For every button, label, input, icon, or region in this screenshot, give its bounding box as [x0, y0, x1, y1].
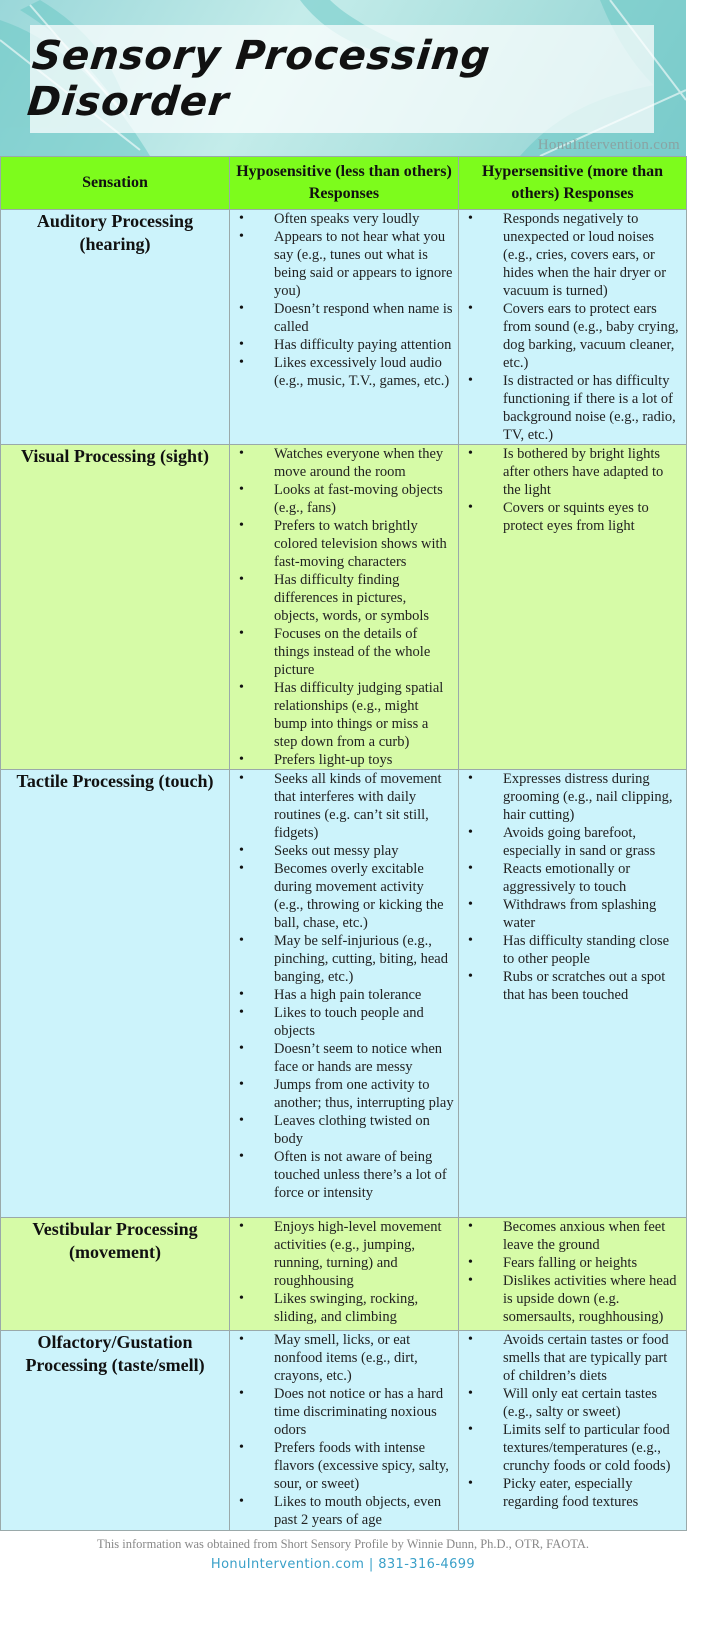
column-header-sensation: Sensation: [1, 157, 230, 210]
list-item: • Has difficulty finding differences in pictures, objects, words, or symbols: [230, 571, 454, 625]
hypersensitive-cell: [459, 1218, 687, 1331]
list-item: • Avoids going barefoot, especially in sand or grass: [459, 824, 682, 860]
sensation-cell: Auditory Processing (hearing): [1, 210, 230, 445]
table-row: [1, 770, 687, 1218]
table-row: [1, 1331, 687, 1531]
list-item: • Rubs or scratches out a spot that has been touched: [459, 968, 682, 1004]
list-item: • Has difficulty judging spatial relationships (e.g., might bump into things or miss a step down from a curb): [230, 679, 454, 751]
response-list: [459, 445, 686, 535]
list-item: • Becomes anxious when feet leave the ground: [459, 1218, 682, 1254]
sensation-cell: Olfactory/Gustation Processing (taste/smell): [1, 1331, 230, 1531]
hyposensitive-cell: [230, 1331, 459, 1531]
list-item: • Responds negatively to unexpected or loud noises (e.g., cries, covers ears, or hides when the hair dryer or vacuum is turned): [459, 210, 682, 300]
sensation-cell: Tactile Processing (touch): [1, 770, 230, 1218]
list-item: • Often is not aware of being touched unless there’s a lot of force or intensity: [230, 1148, 454, 1202]
list-item: • Jumps from one activity to another; thus, interrupting play: [230, 1076, 454, 1112]
column-header-hypersensitive: Hypersensitive (more than others) Responses: [459, 157, 687, 210]
list-item: • Withdraws from splashing water: [459, 896, 682, 932]
list-item: • Likes to mouth objects, even past 2 years of age: [230, 1493, 454, 1529]
response-list: [230, 770, 458, 1202]
hyposensitive-cell: [230, 210, 459, 445]
list-item: • Covers or squints eyes to protect eyes from light: [459, 499, 682, 535]
list-item: • Expresses distress during grooming (e.g., nail clipping, hair cutting): [459, 770, 682, 824]
list-item: • Likes to touch people and objects: [230, 1004, 454, 1040]
list-item: • Limits self to particular food textures/temperatures (e.g., crunchy foods or cold foods): [459, 1421, 682, 1475]
response-list: [459, 210, 686, 444]
response-list: [459, 1218, 686, 1326]
list-item: • Has difficulty paying attention: [230, 336, 454, 354]
list-item: • Picky eater, especially regarding food textures: [459, 1475, 682, 1511]
watermark: HonuIntervention.com: [537, 137, 680, 153]
response-list: [459, 770, 686, 1004]
column-header-hyposensitive: Hyposensitive (less than others) Responses: [230, 157, 459, 210]
hyposensitive-cell: [230, 445, 459, 770]
response-list: [230, 445, 458, 769]
list-item: • Prefers light-up toys: [230, 751, 454, 769]
list-item: • Doesn’t seem to notice when face or hands are messy: [230, 1040, 454, 1076]
list-item: • Seeks out messy play: [230, 842, 454, 860]
list-item: • Covers ears to protect ears from sound (e.g., baby crying, dog barking, vacuum cleaner, etc.): [459, 300, 682, 372]
hypersensitive-cell: [459, 445, 687, 770]
footer-contact: HonuIntervention.com | 831-316-4699: [210, 1557, 476, 1572]
header-banner: [0, 0, 686, 156]
sensation-cell: Vestibular Processing (movement): [1, 1218, 230, 1331]
table-row: [1, 210, 687, 445]
hyposensitive-cell: [230, 770, 459, 1218]
hypersensitive-cell: [459, 210, 687, 445]
list-item: • Does not notice or has a hard time discriminating noxious odors: [230, 1385, 454, 1439]
list-item: • Prefers foods with intense flavors (excessive spicy, salty, sour, or sweet): [230, 1439, 454, 1493]
list-item: • Enjoys high-level movement activities (e.g., jumping, running, turning) and roughhousing: [230, 1218, 454, 1290]
table-body: [1, 210, 687, 1531]
list-item: • Doesn’t respond when name is called: [230, 300, 454, 336]
table-header-row: [1, 157, 687, 210]
list-item: • Has a high pain tolerance: [230, 986, 454, 1004]
sensation-cell: Visual Processing (sight): [1, 445, 230, 770]
table-row: [1, 445, 687, 770]
list-item: • Likes excessively loud audio (e.g., music, T.V., games, etc.): [230, 354, 454, 390]
response-list: [230, 210, 458, 390]
list-item: • Dislikes activities where head is upside down (e.g. somersaults, roughhousing): [459, 1272, 682, 1326]
sensory-table: [0, 156, 687, 1531]
title-box: [25, 25, 654, 133]
list-item: • Is bothered by bright lights after others have adapted to the light: [459, 445, 682, 499]
list-item: • Often speaks very loudly: [230, 210, 454, 228]
list-item: • Fears falling or heights: [459, 1254, 682, 1272]
footer-credit: This information was obtained from Short Sensory Profile by Winnie Dunn, Ph.D., OTR, FAOTA.: [96, 1537, 590, 1551]
response-list: [459, 1331, 686, 1511]
list-item: • May be self-injurious (e.g., pinching, cutting, biting, head banging, etc.): [230, 932, 454, 986]
page-title: Sensory Processing Disorder: [25, 33, 493, 125]
hypersensitive-cell: [459, 1331, 687, 1531]
list-item: • Becomes overly excitable during movement activity (e.g., throwing or kicking the ball, chase, etc.): [230, 860, 454, 932]
list-item: • Watches everyone when they move around the room: [230, 445, 454, 481]
response-list: [230, 1331, 458, 1529]
list-item: • Avoids certain tastes or food smells that are typically part of children’s diets: [459, 1331, 682, 1385]
list-item: • Will only eat certain tastes (e.g., salty or sweet): [459, 1385, 682, 1421]
list-item: • Focuses on the details of things instead of the whole picture: [230, 625, 454, 679]
list-item: • Has difficulty standing close to other people: [459, 932, 682, 968]
list-item: • Looks at fast-moving objects (e.g., fans): [230, 481, 454, 517]
table-row: [1, 1218, 687, 1331]
list-item: • May smell, licks, or eat nonfood items (e.g., dirt, crayons, etc.): [230, 1331, 454, 1385]
hypersensitive-cell: [459, 770, 687, 1218]
list-item: • Likes swinging, rocking, sliding, and climbing: [230, 1290, 454, 1326]
list-item: • Appears to not hear what you say (e.g., tunes out what is being said or appears to ignore you): [230, 228, 454, 300]
hyposensitive-cell: [230, 1218, 459, 1331]
list-item: • Reacts emotionally or aggressively to touch: [459, 860, 682, 896]
list-item: • Is distracted or has difficulty functioning if there is a lot of background noise (e.g., radio, TV, etc.): [459, 372, 682, 444]
list-item: • Prefers to watch brightly colored television shows with fast-moving characters: [230, 517, 454, 571]
list-item: • Seeks all kinds of movement that interferes with daily routines (e.g. can’t sit still, fidgets): [230, 770, 454, 842]
list-item: • Leaves clothing twisted on body: [230, 1112, 454, 1148]
response-list: [230, 1218, 458, 1326]
